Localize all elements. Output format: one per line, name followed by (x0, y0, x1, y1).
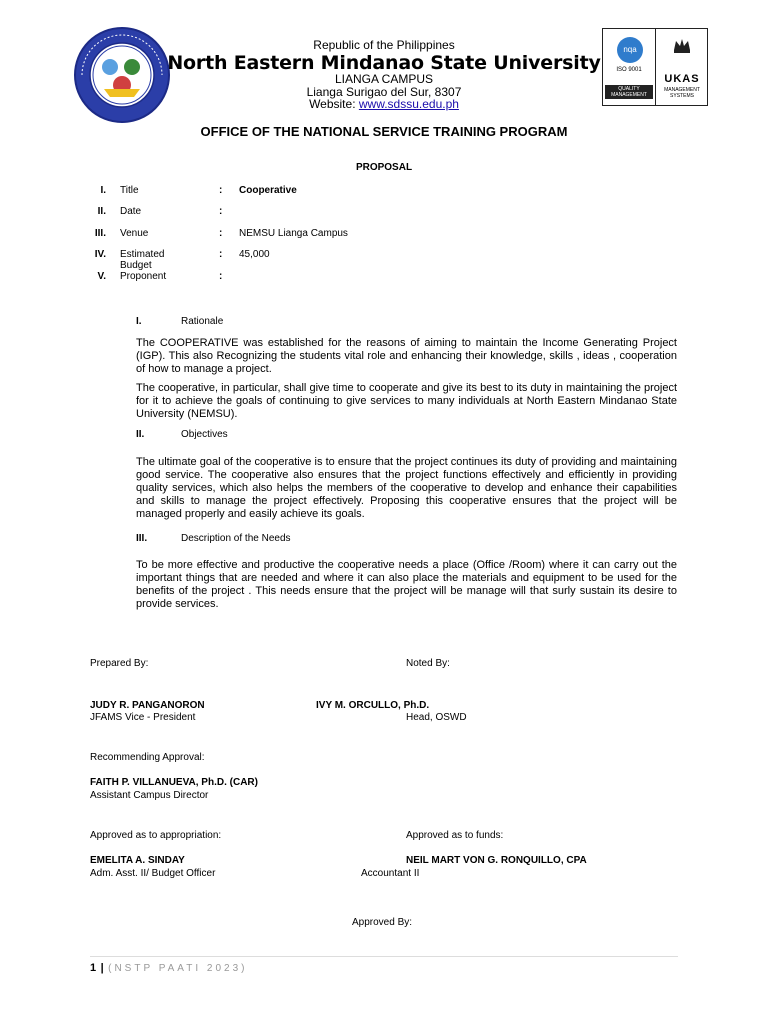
section-heading: Objectives (181, 429, 228, 440)
nqa-logo (603, 29, 655, 105)
section-heading: Description of the Needs (181, 533, 291, 544)
prepared-name: JUDY R. PANGANORON (90, 700, 205, 711)
section-heading: Rationale (181, 316, 224, 327)
recommending-name: FAITH P. VILLANUEVA, Ph.D. (CAR) (90, 777, 258, 788)
campus-address: Lianga Surigao del Sur, 8307 (306, 85, 462, 99)
proposal-title: PROPOSAL (355, 162, 413, 173)
detail-label: Proponent (120, 271, 167, 282)
detail-colon: : (219, 249, 223, 260)
funds-name: NEIL MART VON G. RONQUILLO, CPA (406, 855, 587, 866)
nqa-caption: QUALITY MANAGEMENT (605, 85, 653, 99)
nqa-iso-text: ISO 9001 (616, 67, 642, 73)
recommending-label: Recommending Approval: (90, 752, 205, 763)
footer (90, 956, 678, 976)
website-link[interactable]: www.sdssu.edu.ph (358, 97, 459, 111)
detail-label: Title (120, 185, 139, 196)
detail-value: NEMSU Lianga Campus (239, 228, 348, 239)
university-name: North Eastern Mindanao State University (167, 52, 601, 74)
university-seal (74, 27, 170, 123)
detail-label: Estimated (120, 249, 165, 260)
detail-colon: : (219, 206, 223, 217)
page-number: 1 (90, 962, 97, 974)
paragraph: The cooperative, in particular, shall give time to cooperate and give its best to its duty in maintaining the project for it to achieve the goals of continuing to give services to many individuals at North Eastern Mindanao State University (NEMSU). (136, 382, 677, 420)
detail-value: Cooperative (239, 185, 297, 196)
approved-by-label: Approved By: (352, 917, 413, 928)
detail-label: Venue (120, 228, 149, 239)
detail-num: I. (100, 185, 106, 196)
prepared-title: JFAMS Vice - President (90, 712, 196, 723)
ukas-wordmark: UKAS (664, 73, 700, 85)
website-label: Website: (309, 97, 356, 111)
section-number: II. (136, 429, 145, 440)
footer-text: (NSTP PAATI 2023) (108, 963, 248, 974)
noted-by-label: Noted By: (406, 658, 450, 669)
detail-num: V. (97, 271, 106, 282)
detail-num: IV. (94, 249, 106, 260)
detail-colon: : (219, 228, 223, 239)
funds-label: Approved as to funds: (406, 830, 504, 841)
funds-title: Accountant II (361, 868, 420, 879)
appropriation-name: EMELITA A. SINDAY (90, 855, 185, 866)
detail-colon: : (219, 271, 223, 282)
office-title: OFFICE OF THE NATIONAL SERVICE TRAINING PROGRAM (200, 124, 568, 139)
paragraph: The COOPERATIVE was established for the reasons of aiming to maintain the Income Generating Project (IGP). This also Recognizing the students vital role and enhancing their knowledge, skills , ideas , cooperation of how to manage a project. (136, 337, 677, 375)
section-number: I. (136, 316, 142, 327)
paragraph: To be more effective and productive the cooperative needs a place (Office /Room) where it can carry out the important things that are needed and where it can also place the materials and equipment to be used for the benefits of the project . This needs ensure that the project will be manage will that surly sustain its desire to provide services. (136, 559, 677, 610)
detail-colon: : (219, 185, 223, 196)
detail-num: III. (94, 228, 106, 239)
paragraph: The ultimate goal of the cooperative is to ensure that the project continues its duty of providing and maintaining good service. The cooperative also ensures that the project functions effectively and efficiently in providing quality services, which also helps the members of the cooperative to develop and enhance their capabilities and skills to manage the project effectively. Proposing this cooperative ensures that the project will be managed properly and easily achieve its goals. (136, 456, 677, 520)
detail-value: 45,000 (239, 249, 270, 260)
nqa-badge-icon: nqa (617, 37, 643, 63)
noted-title: Head, OSWD (406, 712, 467, 723)
detail-label: Date (120, 206, 142, 217)
prepared-by-label: Prepared By: (90, 658, 149, 669)
certification-logos (602, 28, 708, 106)
campus-name: LIANGA CAMPUS (334, 72, 434, 86)
detail-label-line2: Budget (120, 260, 152, 271)
detail-num: II. (97, 206, 106, 217)
appropriation-title: Adm. Asst. II/ Budget Officer (90, 868, 216, 879)
section-number: III. (136, 533, 148, 544)
ukas-caption: MANAGEMENT SYSTEMS (664, 87, 700, 99)
noted-name: IVY M. ORCULLO, Ph.D. (316, 700, 430, 711)
footer-separator: | (100, 962, 104, 974)
website-line (234, 97, 534, 111)
republic-text: Republic of the Philippines (313, 38, 455, 52)
recommending-title: Assistant Campus Director (90, 790, 209, 801)
crown-icon (672, 35, 692, 55)
ukas-logo (655, 29, 708, 105)
appropriation-label: Approved as to appropriation: (90, 830, 222, 841)
